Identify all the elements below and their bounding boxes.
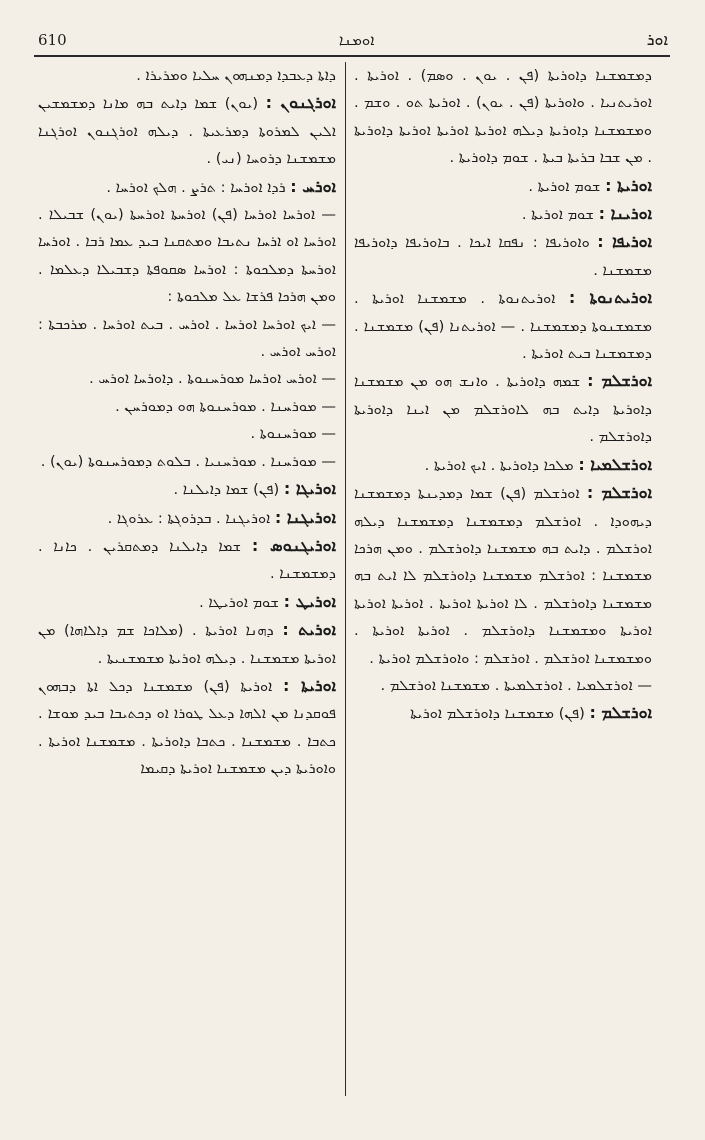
dictionary-entry [354, 172, 652, 200]
entry-text: — ܐܘܪܚܐ ܐܘܪܚܐ (ܦܢ) ܐܘܪܚܬܐ ܐܘܪܚܬܐ (ܝܘܢ) ܫܒܝܠܐ . ܐܘܪܚܐ ܐܘ ܐܪܚܐ ܢܬܝܒܐ ܘܡܬܩܢܐ ܒܝܕ ܥܡܐ ܪܒܐ . ܐܘܪܚܐ ܐܘܪܚܬܐ ܕܡܠܟܘܬܐ : ܐܘܪܚܐ ܣܩܘܦܬܐ ܕܫܒܝܠܐ ܕܥܠܡܐ . ܘܡܢ ܗܪܟܐ ܦܪܫܐ ܥܠ ܡܠܟܘܬܐ : [38, 206, 336, 306]
entry-text: ܕܗܢܐ ܐܘܪܝܬܐ . (ܡܠܐܟܐ ܫܡ ܕܐܠܐܗܐ) ܡܢ ܐܘܪܝܬܐ ܡܫܡܫܢܐ . ܕܝܠܗ ܐܘܪܝܬܐ ܡܫܡܫܢܝܬܐ . [38, 622, 336, 667]
left-column [38, 62, 336, 1092]
entry-headword: ܐܘܪܝܓܐ : [283, 479, 336, 499]
entry-headword: ܐܘܪܝܓܢܘܣ : [251, 535, 336, 555]
dictionary-entry [354, 62, 652, 172]
entry-headword: ܐܘܪܝܬܐ : [283, 675, 336, 695]
entry-text: ܡܠܟܐ ܕܐܘܪܝܬܐ . ܐܝܟ ܐܘܪܝܬܐ . [424, 456, 574, 474]
entry-text: — ܡܘܪܚܢܘܬܐ . [250, 425, 336, 443]
dictionary-entry [38, 504, 336, 532]
dictionary-entry [38, 475, 336, 503]
entry-text: (ܦܢ) ܡܫܡܫܢܐ ܕܐܘܪܫܠܡ ܐܘܪܝܬܐ [410, 705, 585, 723]
entry-text: ܐܘܪܝܬܢܘܬܐ . ܡܫܡܫܢܐ ܐܘܪܝܬܐ . ܡܫܡܫܢܘܬܐ ܕܡܫܡܫܢܐ . — ܐܘܪܝܬܢܐ (ܦܢ) ܡܫܡܫܢܐ . ܕܡܫܡܫܢܐ ܒܝܬ ܐܘܪܝܬܐ . [354, 290, 652, 363]
entry-text: ܫܘܡ ܐܘܪܝܬܐ . [521, 206, 594, 224]
entry-text: ܫܘܡ ܐܘܪܝܛܐ . [199, 593, 279, 611]
header-rule [34, 55, 670, 57]
entry-text: — ܡܘܪܚܢܐ . ܡܘܪܚܢܝܐ . ܒܠܘܬ ܕܡܘܪܚܢܘܬܐ (ܝܘܢ) . [40, 452, 336, 470]
entry-headword: ܐܘܪܚ : [290, 176, 336, 196]
entry-text: ܐܘܪܝܓܢܐ . ܒܕܪܘܓܬܐ : ܥܪܘܓܐ . [107, 509, 271, 527]
dictionary-entry [354, 672, 652, 699]
dictionary-entry [354, 699, 652, 727]
dictionary-entry [354, 200, 652, 228]
entry-text: ܪܕܐ ܐܘܪܚܐ : ܬܪܨ . ܗܠܟ ܐܘܪܚܐ . [106, 178, 286, 196]
page-header [38, 28, 668, 52]
column-divider [345, 62, 346, 1096]
entry-headword: ܐܘܪܫܠܡ : [589, 703, 652, 723]
page-number: 610 [38, 31, 67, 49]
dictionary-entry [354, 451, 652, 479]
dictionary-entry [354, 479, 652, 672]
entry-headword: ܐܘܪܝܢܐ : [598, 204, 652, 224]
entry-text: ܘܐܘܪܝܦܐ : ܢܦܩܐ ܐܝܟܐ . ܒܐܘܪܝܦܐ ܕܐܘܪܝܦܐ ܡܫܡܫܢܐ . [354, 234, 652, 279]
entry-text: ܐܘܪܝܬܐ (ܦܢ) ܡܫܡܫܢܐ ܕܟܠ ܐܬܐ ܕܒܗܘܢ ܦܘܩܕܢܐ ܡܢ ܐܠܗܐ ܕܥܠ ܛܘܪܐ ܐܘ ܕܟܬܝܒܐ ܒܝܕ ܡܘܫܐ . ܟܬܒܐ . ܡܫܡܫܢܐ . ܟܬܒܐ ܕܐܘܪܝܬܐ . ܡܫܡܫܢܐ ܐܘܪܝܬܐ . ܘܐܘܪܝܬܐ ܕܝܢ ܡܫܡܫܢܐ ܐܘܪܝܬܐ ܕܩܝܡܐ [38, 677, 336, 778]
entry-headword: ܐܘܪܓܢܘܢ : [265, 93, 336, 113]
dictionary-entry [38, 393, 336, 420]
guide-word: ܐܘܪ [646, 30, 668, 49]
entry-text: ܫܡܐ ܕܐܝܠܢܐ ܕܡܬܩܪܝܢ . ܟܐܢܐ . ܕܡܫܡܫܢܐ . [38, 537, 336, 583]
dictionary-entry [38, 173, 336, 201]
entry-text: — ܐܝܟ ܐܘܪܚܐ ܐܘܪܚܐ . ܐܘܪܚ . ܒܝܬ ܐܘܪܚܐ . ܡܪܟܒܬܐ : ܐܘܪܚ ܐܘܪܚ . [38, 315, 336, 361]
entry-text: — ܐܘܪܚ ܐܘܪܚܐ ܡܘܪܚܢܘܬܐ . ܕܐܘܪܚܐ ܐܘܪܚ . [89, 370, 336, 388]
entry-text: ܕܐܬܐ ܕܥܒܕܐ ܕܡܢܗܘܢ ܚܠܝܐ ܘܡܪܝܪܐ . [136, 67, 336, 84]
dictionary-entry [38, 532, 336, 588]
entry-text: (ܝܘܢ) ܫܡܐ ܕܐܝܬ ܒܗ ܡܐܢܐ ܕܡܫܡܫܝܢ ܐܠܝܢ ܠܡܪܘܬܐ ܕܡܪܥܝܬܐ . ܕܝܠܗ ܐܘܪܓܢܘܢ ܐܘܪܓܢܐ ܡܫܡܫܢܐ ܕܪܘܚܐ (ܢܝ) . [38, 95, 336, 168]
running-title: ܐܘܡܢܐ [338, 31, 375, 49]
dictionary-entry [38, 588, 336, 616]
dictionary-entry [38, 365, 336, 392]
entry-text: — ܡܘܪܚܢܐ . ܡܘܪܚܢܘܬܐ ܗܘ ܕܡܘܪܚܢ . [115, 397, 336, 415]
entry-headword: ܐܘܪܝܦܐ : [597, 232, 652, 252]
dictionary-entry [354, 228, 652, 284]
entry-text: ܐܘܪܫܠܡ (ܦܢ) ܫܡܐ ܕܡܕܝܢܬܐ ܕܡܫܡܫܢܐ ܕܝܗܘܕܐ . ܐܘܪܫܠܡ ܕܡܫܡܫܢܐ ܕܡܫܡܫܢܐ ܕܝܠܗ ܐܘܪܫܠܡ . ܕܐܝܬ ܒܗ ܡܫܡܫܢܐ ܕܐܘܪܫܠܡ . ܘܡܢ ܗܪܟܐ ܡܫܡܫܢܐ : ܐܘܪܫܠܡ ܡܫܡܫܢܐ ܕܐܘܪܫܠܡ ܠܐ ܐܝܬ ܒܗ ܡܫܡܫܢܐ ܕܐܘܪܫܠܡ . ܠܐ ܐܘܪܝܬܐ ܐܘܪܝܬܐ . ܐܘܪܝܬܐ ܐܘܪܝܬܐ ܐܘܪܝܬܐ ܘܡܫܡܫܢܐ ܕܐܘܪܫܠܡ . ܐܘܪܝܬܐ ܐܘܪܝܬܐ . ܘܡܫܡܫܢܐ ܐܘܪܫܠܡ . ܐܘܪܫܠܡ : ܘܐܘܪܫܠܡ ܐܘܪܝܬܐ . [354, 485, 652, 667]
dictionary-entry [38, 62, 336, 89]
dictionary-entry [38, 89, 336, 172]
entry-text: ܕܡܫܡܫܢܐ ܕܐܘܪܝܬܐ (ܦܢ . ܝܘܢ . ܘܣܡ) . ܐܘܪܝܬܐ . ܐܘܪܝܬܢܝܐ . ܘܐܘܪܝܬܐ (ܦܢ . ܝܘܢ) . ܐܘܪܝܬܐ ܬܘ . ܘܫܡ . ܘܡܫܡܫܢܐ ܕܐܘܪܝܬܐ ܕܝܠܗ ܐܘܪܝܬܐ ܐܘܪܝܬܐ ܐܘܪܝܬܐ ܕܐܘܪܝܬܐ . ܡܢ ܫܒܐ ܒܪܝܬܐ ܒܝܬܐ . ܫܘܡ ܕܐܘܪܝܬܐ . [354, 67, 652, 167]
entry-headword: ܐܘܪܫܠܡ : [587, 371, 652, 391]
entry-headword: ܐܘܪܫܠܡ : [586, 483, 652, 503]
entry-headword: ܐܘܪܝܛ : [283, 591, 336, 611]
dictionary-entry [38, 420, 336, 447]
right-column [354, 62, 652, 1092]
dictionary-entry [354, 284, 652, 367]
dictionary-entry [38, 616, 336, 672]
entry-headword: ܐܘܪܝܓܢܐ : [274, 507, 336, 527]
entry-headword: ܐܘܪܝܬܐ : [605, 175, 652, 195]
entry-headword: ܐܘܪܝܬ : [282, 620, 336, 640]
dictionary-entry [38, 672, 336, 783]
entry-text: — ܐܘܪܫܠܡܝܐ . ܐܘܪܫܠܡܝܬܐ . ܡܫܡܫܢܐ ܐܘܪܫܠܡ . [380, 676, 652, 694]
entry-text: ܫܡܗ ܕܐܘܪܝܬܐ . ܘܐܢܫ ܗܘ ܡܢ ܡܫܡܫܢܐ ܕܐܘܪܝܬܐ ܕܐܝܬ ܒܗ ܠܐܘܪܫܠܡ ܡܢ ܐܝܢܐ ܕܐܘܪܝܬܐ ܕܐܘܪܫܠܡ . [354, 373, 652, 446]
dictionary-entry [38, 311, 336, 366]
dictionary-entry [354, 367, 652, 450]
entry-text: ܫܘܡ ܐܘܪܝܬܐ . [528, 177, 601, 195]
dictionary-entry [38, 448, 336, 475]
entry-headword: ܐܘܪܫܠܡܝܐ : [578, 454, 652, 474]
entry-headword: ܐܘܪܝܬܢܘܬܐ : [568, 288, 652, 308]
entry-text: (ܦܢ) ܫܡܐ ܕܐܝܠܢܐ . [173, 481, 280, 499]
dictionary-entry [38, 201, 336, 311]
